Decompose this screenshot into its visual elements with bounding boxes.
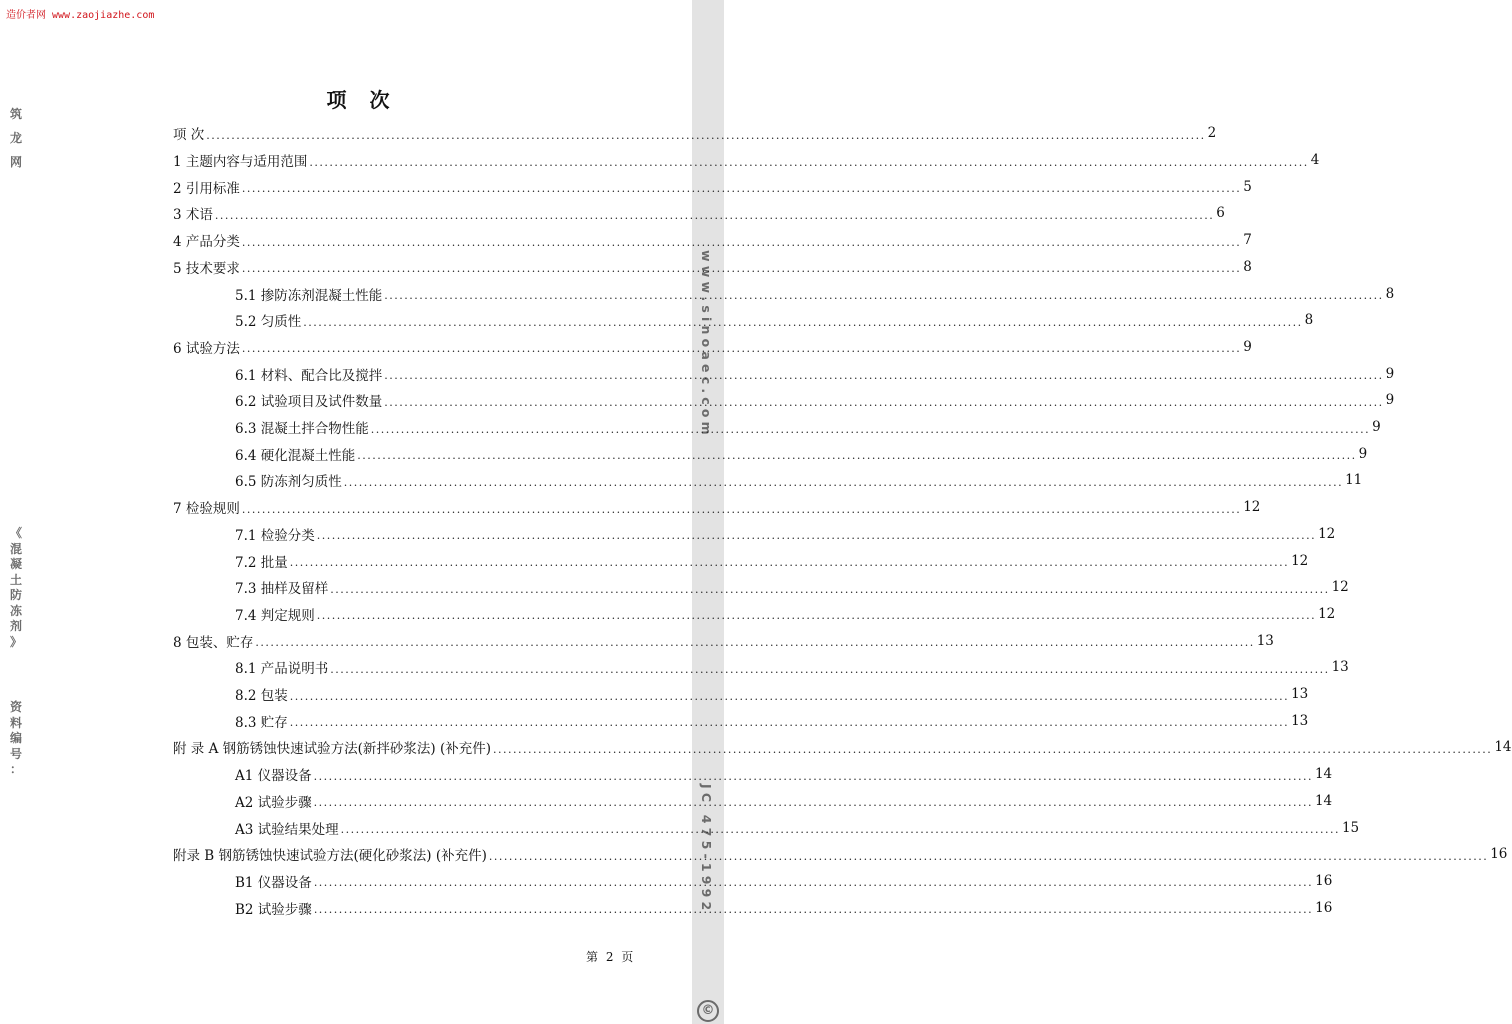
sidebar-char: 混 — [9, 541, 22, 556]
toc-entry-label: 2 引用标准 — [173, 180, 240, 197]
toc-entry — [235, 307, 1314, 334]
toc-entry — [173, 627, 1274, 654]
toc-leader-dots: ........................................................................................................................................................................................................ — [370, 422, 1371, 436]
toc-entry-page: 9 — [1358, 445, 1368, 462]
toc-leader-dots: ........................................................................................................................................................................................................ — [316, 529, 1317, 543]
page-title: 项 次 — [326, 88, 398, 112]
toc-entry-label: 6.2 试验项目及试件数量 — [235, 394, 383, 411]
toc-entry — [235, 387, 1395, 414]
toc-entry — [235, 707, 1309, 734]
toc-entry-page: 16 — [1315, 872, 1333, 889]
toc-leader-dots: ........................................................................................................................................................................................................ — [313, 876, 1314, 890]
toc-entry-page: 14 — [1314, 766, 1333, 783]
toc-entry-page: 9 — [1243, 338, 1252, 355]
toc-entry-label: 项 次 — [173, 127, 205, 144]
toc-entry — [235, 467, 1363, 494]
toc-leader-dots: ........................................................................................................................................................................................................ — [289, 556, 1290, 570]
sidebar-char: 剂 — [9, 619, 22, 633]
toc-leader-dots: ........................................................................................................................................................................................................ — [289, 716, 1290, 730]
toc-entry-label: 7.2 批量 — [235, 554, 288, 571]
toc-entry — [173, 147, 1320, 174]
sidebar-doc-title — [0, 526, 32, 650]
toc-entry-page: 16 — [1490, 846, 1508, 863]
sidebar-char: 《 — [9, 526, 22, 540]
toc-entry-label: 5.1 掺防冻剂混凝土性能 — [235, 287, 383, 304]
toc-entry-label: 6 试验方法 — [173, 340, 240, 357]
toc-leader-dots: ........................................................................................................................................................................................................ — [255, 636, 1255, 650]
toc-entry — [173, 200, 1225, 227]
toc-leader-dots: ........................................................................................................................................................................................................ — [303, 315, 1303, 329]
toc-leader-dots: ........................................................................................................................................................................................................ — [384, 369, 1384, 383]
toc-entry-page: 12 — [1318, 525, 1336, 542]
toc-entry — [235, 601, 1336, 628]
toc-entry-label: 7.4 判定规则 — [235, 607, 315, 624]
toc-entry — [173, 334, 1252, 361]
toc-leader-dots: ........................................................................................................................................................................................................ — [492, 742, 1493, 756]
toc-leader-dots: ........................................................................................................................................................................................................ — [384, 395, 1384, 409]
toc-entry — [173, 173, 1252, 200]
toc-entry-page: 2 — [1207, 125, 1217, 142]
toc-entry-page: 12 — [1291, 552, 1309, 569]
toc-entry-page: 8 — [1385, 285, 1395, 302]
toc-leader-dots: ........................................................................................................................................................................................................ — [241, 502, 1242, 516]
toc-entry-page: 11 — [1345, 472, 1363, 489]
toc-entry-page: 12 — [1243, 499, 1261, 516]
toc-entry — [235, 440, 1368, 467]
sidebar-char: ： — [9, 762, 22, 776]
sidebar-char: 编 — [9, 731, 22, 745]
toc-leader-dots: ........................................................................................................................................................................................................ — [214, 208, 1215, 222]
sidebar-url: www.sinoaec.com — [699, 250, 714, 439]
toc-entry-label: 4 产品分类 — [173, 234, 240, 251]
sidebar-doc-code: JC 475-1992 — [699, 784, 714, 915]
toc-entry-page: 9 — [1385, 365, 1395, 382]
toc-entry-page: 8 — [1243, 258, 1252, 275]
toc-entry-label: 8.1 产品说明书 — [235, 661, 329, 678]
toc-entry-label: 1 主题内容与适用范围 — [173, 154, 308, 171]
toc-entry-label: 7.1 检验分类 — [235, 527, 315, 544]
toc-entry-page: 14 — [1314, 792, 1333, 809]
toc-leader-dots: ........................................................................................................................................................................................................ — [343, 475, 1344, 489]
toc-entry-label: B2 试验步骤 — [235, 901, 312, 918]
toc-entry — [235, 788, 1333, 815]
toc-leader-dots: ........................................................................................................................................................................................................ — [316, 609, 1317, 623]
sidebar-char: 龙 — [9, 131, 22, 145]
toc-entry-page: 14 — [1494, 739, 1512, 756]
toc-leader-dots: ........................................................................................................................................................................................................ — [241, 235, 1242, 249]
toc-entry — [173, 494, 1261, 521]
toc-entry-page: 9 — [1385, 392, 1395, 409]
toc-entry — [173, 734, 1512, 761]
toc-leader-dots: ........................................................................................................................................................................................................ — [289, 689, 1290, 703]
sidebar-char: 凝 — [9, 557, 22, 571]
toc-leader-dots: ........................................................................................................................................................................................................ — [357, 449, 1357, 463]
toc-entry-label: 6.5 防冻剂匀质性 — [235, 474, 342, 491]
toc-entry — [235, 414, 1381, 441]
toc-entry-label: 8 包装、贮存 — [173, 634, 254, 651]
toc-entry — [173, 120, 1217, 147]
toc-entry — [173, 841, 1508, 868]
toc-leader-dots: ........................................................................................................................................................................................................ — [330, 662, 1330, 676]
sidebar-char: 料 — [9, 715, 22, 730]
toc-entry-page: 12 — [1318, 605, 1336, 622]
toc-entry-label: 6.3 混凝土拌合物性能 — [235, 421, 369, 438]
toc-leader-dots: ........................................................................................................................................................................................................ — [340, 823, 1340, 837]
toc-entry-page: 6 — [1216, 205, 1225, 222]
toc-entry — [235, 280, 1395, 307]
sidebar-char: 号 — [9, 746, 22, 761]
toc-entry-label: A1 仪器设备 — [235, 768, 312, 785]
sidebar-char: 冻 — [9, 603, 22, 618]
sidebar-char: 网 — [9, 155, 22, 169]
toc-entry — [235, 654, 1349, 681]
toc-entry — [235, 547, 1309, 574]
toc-entry-label: A3 试验结果处理 — [235, 821, 339, 838]
sidebar-char: 防 — [9, 588, 22, 602]
toc-entry — [235, 681, 1309, 708]
toc-entry-page: 13 — [1331, 659, 1349, 676]
sidebar-doc-code-label — [0, 700, 32, 778]
toc-entry-label: 附 录 A 钢筋锈蚀快速试验方法(新拌砂浆法) (补充件) — [173, 741, 491, 758]
toc-entry-label: 附录 B 钢筋锈蚀快速试验方法(硬化砂浆法) (补充件) — [173, 848, 487, 865]
toc-entry — [235, 868, 1333, 895]
watermark: 造价者网 www.zaojiazhe.com — [6, 10, 155, 21]
sidebar-char: 》 — [9, 634, 22, 649]
sidebar-char: 土 — [9, 572, 22, 587]
toc-entry-page: 15 — [1341, 819, 1360, 836]
toc-leader-dots: ........................................................................................................................................................................................................ — [313, 769, 1313, 783]
toc-leader-dots: ........................................................................................................................................................................................................ — [313, 796, 1313, 810]
toc-entry-page: 5 — [1243, 178, 1252, 195]
toc-entry-label: A2 试验步骤 — [235, 794, 312, 811]
toc-leader-dots: ........................................................................................................................................................................................................ — [330, 582, 1330, 596]
toc-leader-dots: ........................................................................................................................................................................................................ — [384, 289, 1384, 303]
toc-entry-label: B1 仪器设备 — [235, 874, 312, 891]
toc-leader-dots: ........................................................................................................................................................................................................ — [206, 128, 1206, 142]
toc-entry-page: 9 — [1372, 419, 1381, 436]
toc-entry-page: 16 — [1315, 899, 1333, 916]
toc-entry-label: 5.2 匀质性 — [235, 314, 302, 331]
toc-entry-label: 7 检验规则 — [173, 501, 240, 518]
toc-entry-label: 6.1 材料、配合比及搅拌 — [235, 367, 383, 384]
toc-entry — [235, 894, 1333, 921]
toc-entry — [235, 360, 1395, 387]
toc-leader-dots: ........................................................................................................................................................................................................ — [241, 182, 1242, 196]
toc-entry-page: 13 — [1256, 632, 1274, 649]
toc-entry-label: 6.4 硬化混凝土性能 — [235, 447, 356, 464]
toc-leader-dots: ........................................................................................................................................................................................................ — [241, 262, 1242, 276]
toc-entry-page: 8 — [1304, 312, 1314, 329]
toc-leader-dots: ........................................................................................................................................................................................................ — [313, 903, 1314, 917]
toc-entry-label: 5 技术要求 — [173, 260, 240, 277]
toc-entry-label: 7.3 抽样及留样 — [235, 581, 329, 598]
toc-entry-page: 4 — [1310, 152, 1320, 169]
toc-entry-page: 7 — [1243, 232, 1252, 249]
toc-leader-dots: ........................................................................................................................................................................................................ — [309, 155, 1309, 169]
toc-entry — [235, 521, 1336, 548]
sidebar-char: 资 — [9, 700, 22, 714]
toc-leader-dots: ........................................................................................................................................................................................................ — [241, 342, 1242, 356]
toc-entry-page: 13 — [1291, 686, 1309, 703]
toc-entry-page: 12 — [1331, 579, 1349, 596]
toc-entry — [173, 227, 1252, 254]
sidebar-char: 筑 — [9, 107, 22, 121]
toc-entry — [235, 814, 1360, 841]
copyright-icon: © — [697, 1000, 719, 1022]
toc-entry-label: 3 术语 — [173, 207, 213, 224]
toc-entry-label: 8.3 贮存 — [235, 714, 288, 731]
toc-leader-dots: ........................................................................................................................................................................................................ — [488, 849, 1489, 863]
toc-entry-label: 8.2 包装 — [235, 688, 288, 705]
toc-entry — [235, 574, 1349, 601]
page-number-footer: 第 2 页 — [586, 950, 634, 964]
toc-entry — [173, 254, 1252, 281]
toc-entry-page: 13 — [1291, 712, 1309, 729]
toc-entry — [235, 761, 1333, 788]
